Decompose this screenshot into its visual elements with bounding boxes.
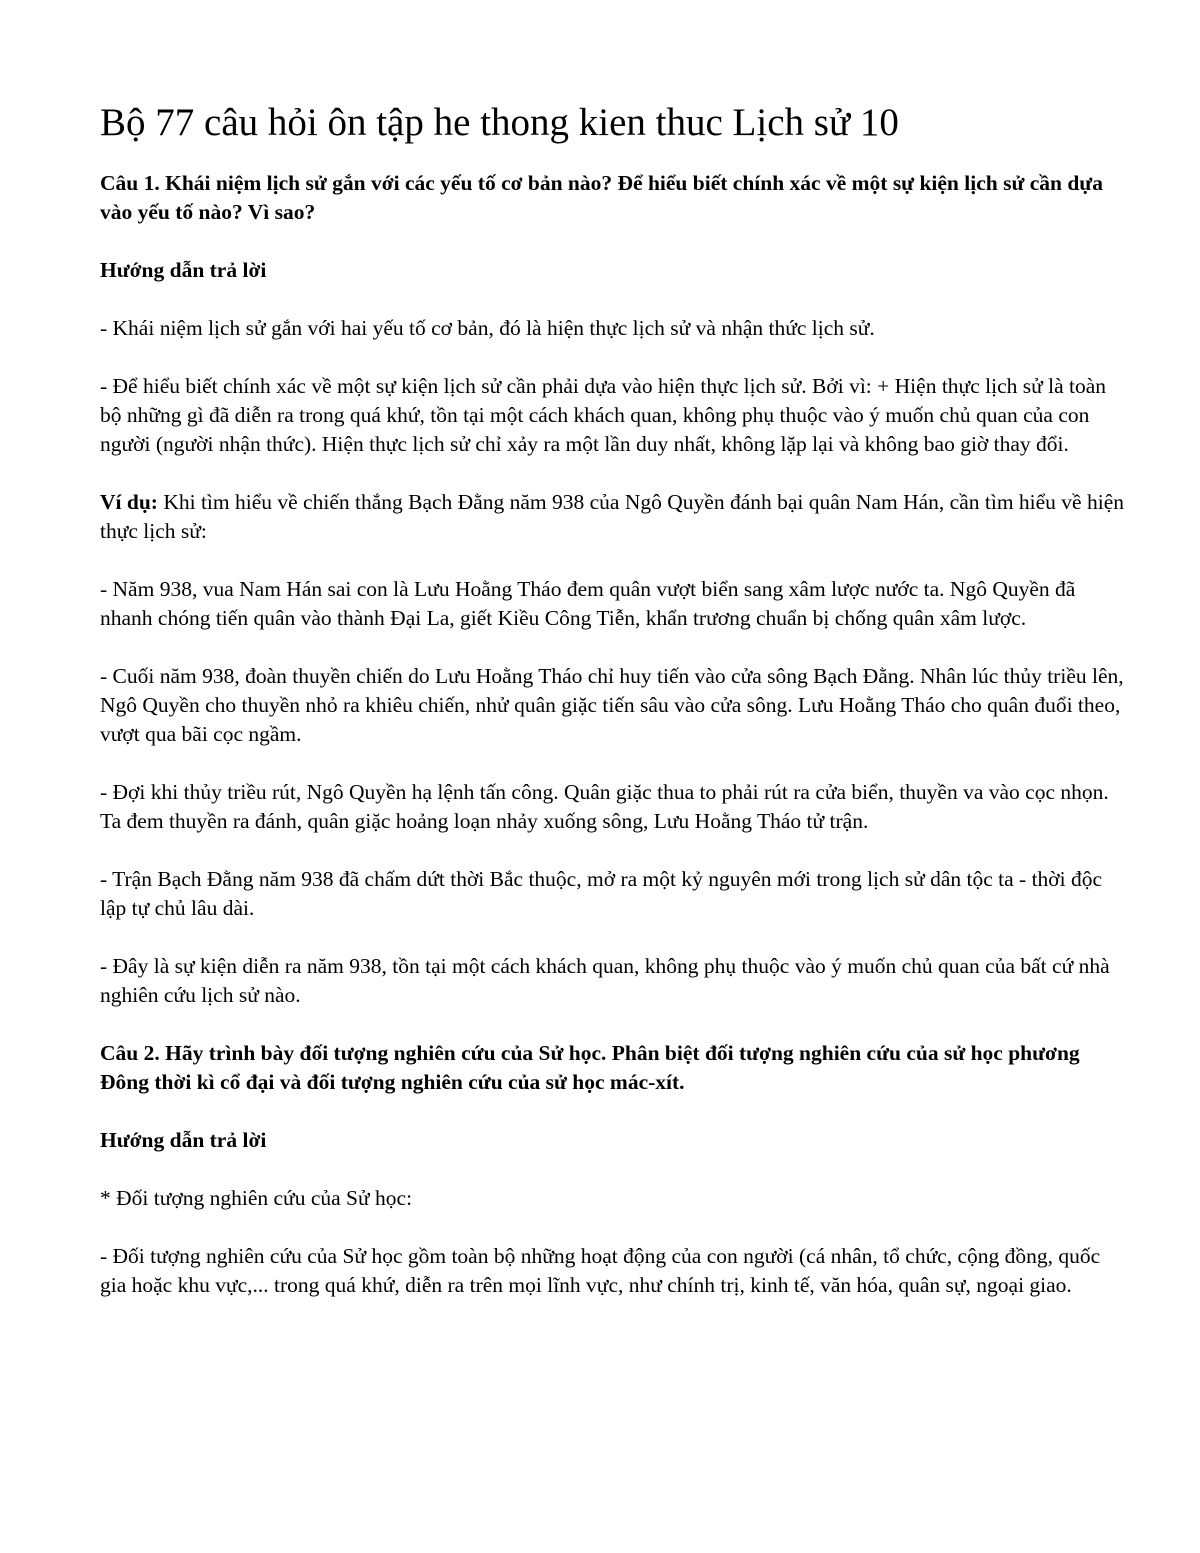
answer-guide-heading-1: Hướng dẫn trả lời — [100, 257, 267, 282]
q1-paragraph-2: - Để hiểu biết chính xác về một sự kiện lịch sử cần phải dựa vào hiện thực lịch sử. Bởi vì: + Hiện thực lịch sử là toàn bộ những gì đã diễn ra trong quá khứ, tồn tại một cách khách quan, không phụ thuộc vào ý muốn chủ quan của con người (người nhận thức). Hiện thực lịch sử chỉ xảy ra một lần duy nhất, không lặp lại và không bao giờ thay đổi. — [100, 373, 1107, 456]
answer-guide-heading-2: Hướng dẫn trả lời — [100, 1127, 267, 1152]
q1-paragraph-6: - Trận Bạch Đằng năm 938 đã chấm dứt thời Bắc thuộc, mở ra một kỷ nguyên mới trong lịch sử dân tộc ta - thời độc lập tự chủ lâu dài. — [100, 866, 1103, 920]
q1-paragraph-1: - Khái niệm lịch sử gắn với hai yếu tố cơ bản, đó là hiện thực lịch sử và nhận thức lịch sử. — [100, 315, 875, 340]
document-title: Bộ 77 câu hỏi ôn tập he thong kien thuc Lịch sử 10 — [100, 101, 899, 144]
q1-paragraph-5: - Đợi khi thủy triều rút, Ngô Quyền hạ lệnh tấn công. Quân giặc thua to phải rút ra cửa biển, thuyền va vào cọc nhọn. Ta đem thuyền ra đánh, quân giặc hoảng loạn nhảy xuống sông, Lưu Hoằng Tháo tử trận. — [100, 779, 1109, 833]
question-1: Câu 1. Khái niệm lịch sử gắn với các yếu tố cơ bản nào? Để hiểu biết chính xác về một sự kiện lịch sử cần dựa vào yếu tố nào? Vì sao? — [100, 170, 1103, 224]
q2-paragraph-1: * Đối tượng nghiên cứu của Sử học: — [100, 1185, 413, 1210]
q2-paragraph-2: - Đối tượng nghiên cứu của Sử học gồm toàn bộ những hoạt động của con người (cá nhân, tổ chức, cộng đồng, quốc gia hoặc khu vực,... trong quá khứ, diễn ra trên mọi lĩnh vực, như chính trị, kinh tế, văn hóa, quân sự, ngoại giao. — [100, 1243, 1101, 1297]
question-2: Câu 2. Hãy trình bày đối tượng nghiên cứu của Sử học. Phân biệt đối tượng nghiên cứu của sử học phương Đông thời kì cổ đại và đối tượng nghiên cứu của sử học mác-xít. — [100, 1040, 1080, 1094]
q1-paragraph-3: - Năm 938, vua Nam Hán sai con là Lưu Hoằng Tháo đem quân vượt biển sang xâm lược nước ta. Ngô Quyền đã nhanh chóng tiến quân vào thành Đại La, giết Kiều Công Tiễn, khẩn trương chuẩn bị chống quân xâm lược. — [100, 576, 1076, 630]
q1-paragraph-7: - Đây là sự kiện diễn ra năm 938, tồn tại một cách khách quan, không phụ thuộc vào ý muốn chủ quan của bất cứ nhà nghiên cứu lịch sử nào. — [100, 953, 1110, 1007]
q1-example — [100, 488, 1130, 546]
example-text: Khi tìm hiểu về chiến thắng Bạch Đằng năm 938 của Ngô Quyền đánh bại quân Nam Hán, cần tìm hiểu về hiện thực lịch sử: — [100, 489, 1124, 543]
document-page — [100, 100, 1130, 1329]
example-label: Ví dụ: — [100, 489, 158, 514]
q1-paragraph-4: - Cuối năm 938, đoàn thuyền chiến do Lưu Hoằng Tháo chỉ huy tiến vào cửa sông Bạch Đằng. Nhân lúc thủy triều lên, Ngô Quyền cho thuyền nhỏ ra khiêu chiến, nhử quân giặc tiến sâu vào cửa sông. Lưu Hoằng Tháo cho quân đuổi theo, vượt qua bãi cọc ngầm. — [100, 663, 1124, 746]
